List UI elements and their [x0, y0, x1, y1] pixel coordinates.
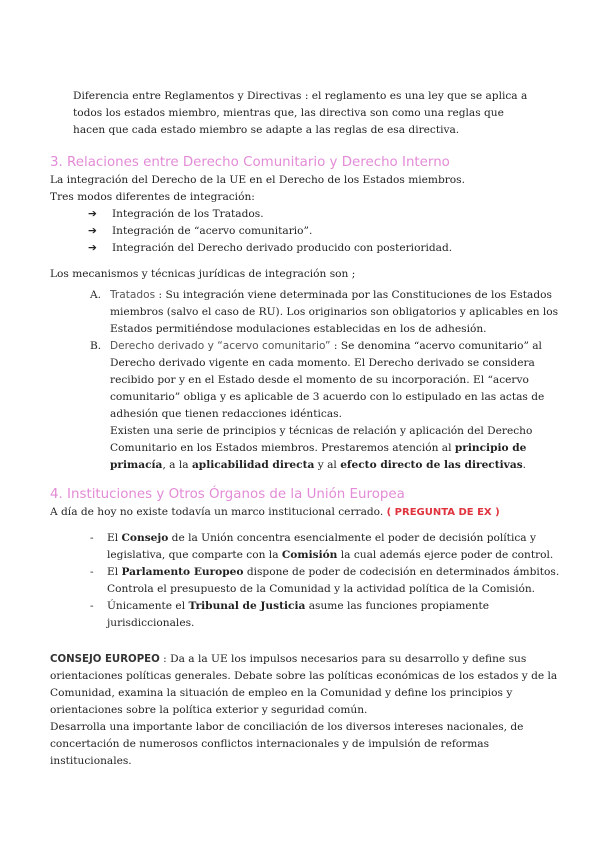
arrow-icon: ➔ — [88, 242, 97, 254]
list-item — [50, 223, 560, 240]
derecho-derivado-text: : Se denomina “acervo comunitario” al Derecho derivado vigente en cada momento. El Derecho derivado se considera recibido por y en el Estado desde el momento de su incorporación. El “acervo comunitario” obliga y es aplicable de 3 acuerdo con lo estipulado en las actas de adhesión que tienen redacciones idénticas. — [110, 340, 545, 420]
institutions-list — [50, 530, 565, 632]
section-4-intro-text: A día de hoy no existe todavía un marco institucional cerrado. — [50, 506, 387, 518]
item-text: Únicamente el — [107, 600, 189, 612]
comision-term: Comisión — [281, 549, 338, 561]
mode-text: Integración del Derecho derivado producido con posterioridad. — [112, 242, 453, 254]
tribunal-term: Tribunal de Justicia — [188, 600, 306, 612]
principles-text: Existen una serie de principios y técnicas de relación y aplicación del Derecho Comunitario en los Estados miembros. Prestaremos atención al — [110, 425, 533, 454]
connector-text: y al — [314, 459, 341, 471]
mechanisms-list — [50, 287, 560, 474]
connector-text: , a la — [162, 459, 192, 471]
arrow-icon: ➔ — [88, 208, 97, 220]
tratados-text: : Su integración viene determinada por las Constituciones de los Estados miembros (salvo el caso de RU). Los originarios son obligatorios y aplicables en los Estados permitiéndose modulaciones establecidas en los de adhesión. — [110, 289, 559, 335]
list-item — [50, 564, 565, 598]
derecho-derivado-term: Derecho derivado y “acervo comunitario” — [110, 340, 331, 352]
list-marker: B. — [90, 340, 102, 352]
item-text: asume las funciones propiamente jurisdiccionales. — [107, 600, 490, 629]
integration-modes-list — [50, 206, 560, 257]
parlamento-term: Parlamento Europeo — [121, 566, 244, 578]
list-item-b — [50, 338, 560, 474]
item-text: El — [107, 566, 122, 578]
dash-marker: - — [90, 532, 94, 544]
section-4 — [50, 486, 565, 632]
section-3-heading: 3. Relaciones entre Derecho Comunitario y Derecho Interno — [50, 155, 450, 170]
list-item — [50, 206, 560, 223]
list-item — [50, 240, 560, 257]
mode-text: Integración de los Tratados. — [112, 208, 264, 220]
dash-marker: - — [90, 566, 94, 578]
connector-text: . — [522, 459, 527, 471]
consejo-europeo-label: CONSEJO EUROPEO — [50, 654, 160, 665]
section-4-intro — [50, 504, 565, 521]
efecto-directo-term: efecto directo de las directivas — [340, 459, 523, 471]
section-3 — [50, 154, 560, 257]
dash-marker: - — [90, 600, 94, 612]
primacia-term: principio de primacía — [110, 442, 527, 471]
aplicabilidad-term: aplicabilidad directa — [191, 459, 315, 471]
list-item — [50, 598, 565, 632]
tratados-term: Tratados — [110, 289, 156, 301]
item-text: dispone de poder de codecisión en determinados ámbitos. Controla el presupuesto de la Comunidad y la actividad política de la Comisión. — [107, 566, 560, 595]
list-item-a — [50, 287, 560, 338]
mechanisms-section — [50, 266, 560, 474]
arrow-icon: ➔ — [88, 225, 97, 237]
section-3-line-2: Tres modos diferentes de integración: — [50, 191, 255, 203]
list-item — [50, 530, 565, 564]
section-4-heading: 4. Instituciones y Otros Órganos de la Unión Europea — [50, 487, 405, 502]
intro-paragraph: Diferencia entre Reglamentos y Directivas : el reglamento es una ley que se aplica a todos los estados miembro, mientras que, las directiva son como una reglas que hacen que cada estado miembro se adapte a las reglas de esa directiva. — [73, 90, 528, 136]
item-text: la cual además ejerce poder de control. — [337, 549, 554, 561]
consejo-text: : Da a la UE los impulsos necesarios para su desarrollo y define sus orientaciones políticas generales. Debate sobre las políticas económicas de los estados y de la Comunidad, examina la situación de empleo en la Comunidad y define los principios y orientaciones sobre la política exterior y seguridad común. — [50, 653, 558, 716]
exam-note: ( PREGUNTA DE EX ) — [386, 507, 500, 518]
mechanisms-intro: Los mecanismos y técnicas jurídicas de integración son ; — [50, 268, 356, 280]
item-text: El — [107, 532, 122, 544]
consejo-term: Consejo — [121, 532, 169, 544]
mode-text: Integración de “acervo comunitario”. — [112, 225, 313, 237]
list-marker: A. — [90, 289, 102, 301]
consejo-paragraph — [50, 651, 565, 719]
consejo-paragraph-2: Desarrolla una importante labor de conciliación de los diversos intereses nacionales, de concertación de numerosos conflictos internacionales y de impulsión de reformas institucionales. — [50, 721, 524, 767]
item-text: de la Unión concentra esencialmente el poder de decisión política y legislativa, que comparte con la — [107, 532, 536, 561]
consejo-europeo-section — [50, 651, 565, 770]
section-3-line-1: La integración del Derecho de la UE en el Derecho de los Estados miembros. — [50, 174, 465, 186]
